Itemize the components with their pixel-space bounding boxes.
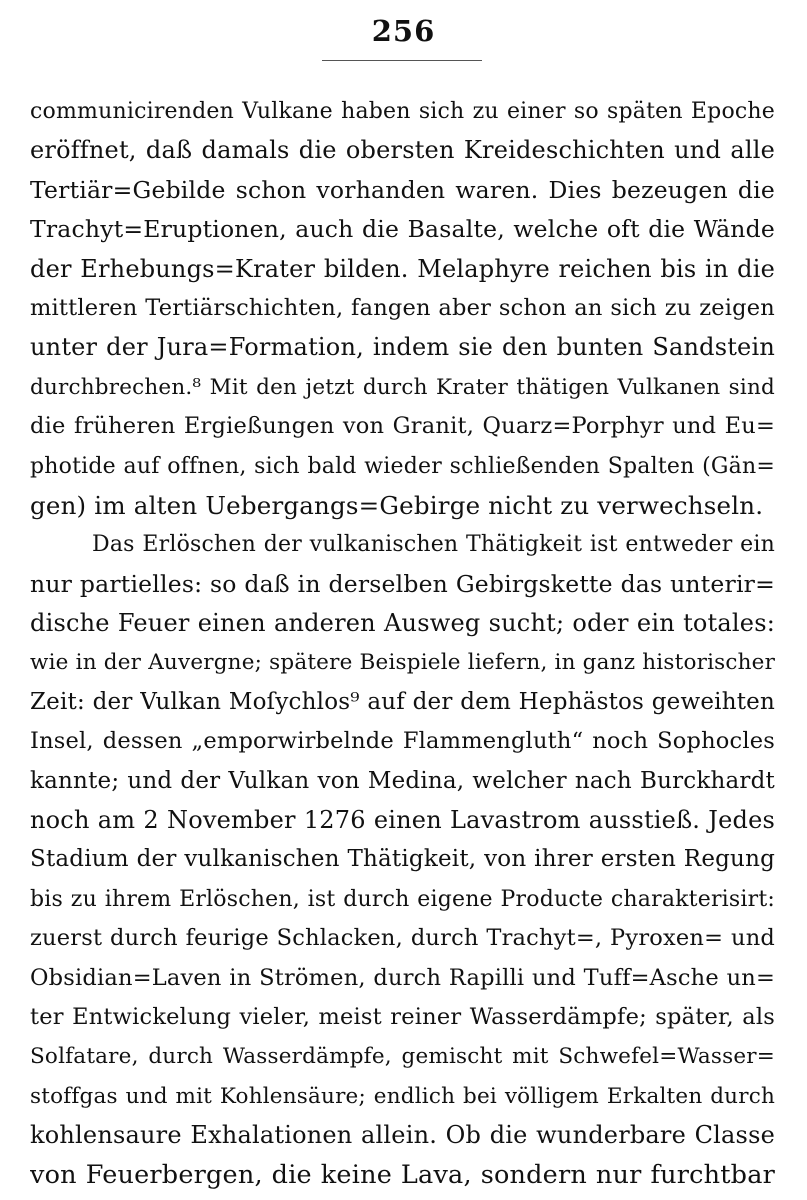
text-line: noch am 2 November 1276 einen Lavastrom ausstieß. Jedes (30, 806, 775, 835)
text-line: ter Entwickelung vieler, meist reiner Wasserdämpfe; später, als (30, 1003, 775, 1030)
text-line: durchbrechen.⁸ Mit den jetzt durch Krater thätigen Vulkanen sind (30, 374, 775, 400)
text-line: eröffnet, daß damals die obersten Kreideschichten und alle (30, 136, 775, 165)
text-line: dische Feuer einen anderen Ausweg sucht; oder ein totales: (30, 609, 775, 638)
text-line: communicirenden Vulkane haben sich zu einer so späten Epoche (30, 99, 775, 124)
text-line: die früheren Ergießungen von Granit, Quarz=Porphyr und Eu= (30, 413, 775, 440)
text-line: Stadium der vulkanischen Thätigkeit, von ihrer ersten Regung (30, 846, 775, 873)
text-line: stoffgas und mit Kohlensäure; endlich bei völligem Erkalten durch (30, 1083, 775, 1109)
text-line: wie in der Auvergne; spätere Beispiele liefern, in ganz historischer (30, 650, 775, 676)
text-line: bis zu ihrem Erlöschen, ist durch eigene Producte charakterisirt: (30, 886, 775, 912)
text-line: kannte; und der Vulkan von Medina, welcher nach Burckhardt (30, 767, 775, 794)
text-line: unter der Jura=Formation, indem sie den bunten Sandstein (30, 333, 775, 362)
text-line: nur partielles: so daß in derselben Gebirgskette das unterir= (30, 569, 775, 598)
text-line: zuerst durch feurige Schlacken, durch Trachyt=, Pyroxen= und (30, 925, 775, 952)
text-line: gen) im alten Uebergangs=Gebirge nicht zu verwechseln. (30, 490, 764, 520)
body-text (30, 92, 775, 1195)
text-line: Obsidian=Laven in Strömen, durch Rapilli und Tuff=Asche un= (30, 964, 775, 991)
text-line: Tertiär=Gebilde schon vorhanden waren. Dies bezeugen die (30, 175, 775, 204)
text-line: kohlensaure Exhalationen allein. Ob die wunderbare Classe (30, 1121, 775, 1150)
text-line: Trachyt=Eruptionen, auch die Basalte, welche oft die Wände (30, 215, 775, 244)
text-line: Zeit: der Vulkan Moſychlos⁹ auf der dem Hephästos geweihten (30, 688, 775, 715)
text-line: der Erhebungs=Krater bilden. Melaphyre reichen bis in die (30, 254, 775, 283)
text-line: Insel, dessen „emporwirbelnde Flammengluth“ noch Sophocles (30, 728, 775, 755)
text-line: mittleren Tertiärschichten, fangen aber schon an sich zu zeigen (30, 294, 775, 321)
text-line: photide auf offnen, sich bald wieder schließenden Spalten (Gän= (30, 453, 775, 479)
text-line: Solfatare, durch Wasserdämpfe, gemischt mit Schwefel=Wasser= (30, 1044, 775, 1070)
header-rule (322, 60, 482, 61)
paragraph-start-line: Das Erlöschen der vulkanischen Thätigkeit ist entweder ein (92, 532, 775, 558)
text-line: von Feuerbergen, die keine Lava, sondern nur furchtbar (30, 1159, 775, 1190)
page-number: 256 (371, 14, 436, 48)
